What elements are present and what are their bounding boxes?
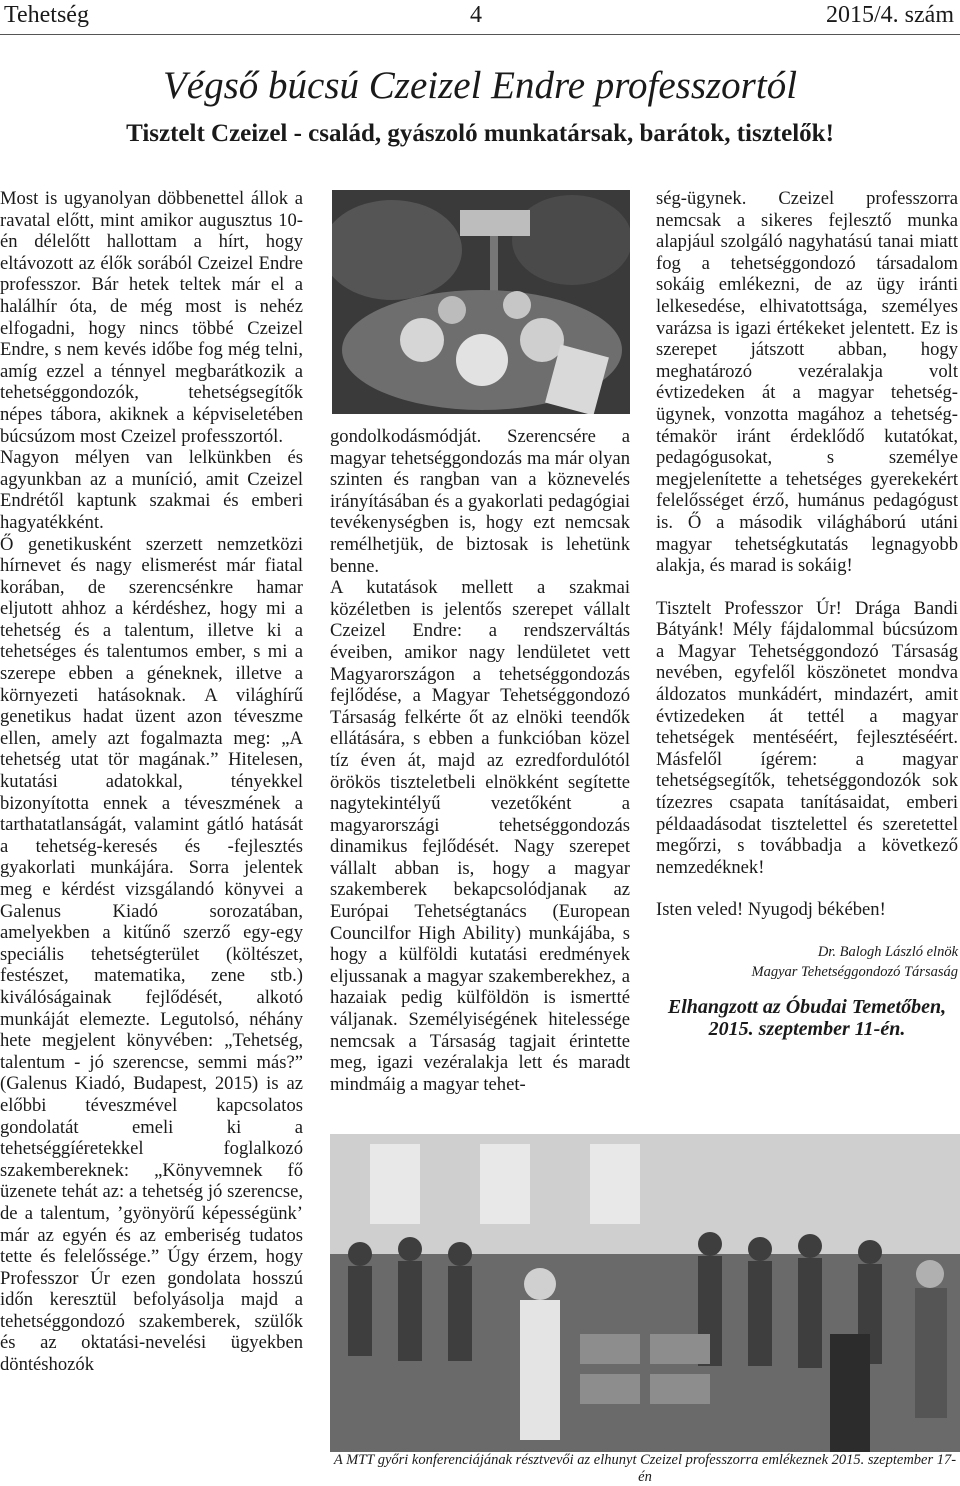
- paragraph: Tisztelt Professzor Úr! Drága Bandi Bátyánk! Mély fájdalommal búcsúzom a Magyar Tehetséggondozó Társaság nevében, egyfelől köszönetet mondva áldozatos munkádért, mindazért, amit évtizedeken át tettél a magyar tehetségek mentéséért, fejlesztéséért. Másfelől ígérem: a magyar tehetségsegítők, tehetséggondozók sok tízezres csapata tanításaidat, emberi példaadásodat tisztelettel és szeretettel megőrzi, s továbbadja a következő nemzedéknek!: [656, 597, 958, 878]
- paragraph: gondolkodásmódját. Szerencsére a magyar tehetséggondozás ma már olyan szinten és rangban van a köznevelés irányításában és a gyakorlati pedagógiai tevékenységben is, hogy ezt nemcsak remélhetjük, de biztosak is lehetünk benne.: [330, 426, 630, 577]
- header-journal-name: Tehetség: [4, 2, 89, 28]
- text-column-2: [330, 426, 630, 1131]
- text-column-3: [656, 188, 958, 1040]
- conference-audience-photo: [330, 1134, 960, 1452]
- funeral-wreaths-photo: [332, 190, 630, 414]
- article-title: Végső búcsú Czeizel Endre professzortól: [162, 64, 798, 107]
- header-rule: [0, 34, 960, 35]
- signature-name: Dr. Balogh László elnök: [817, 944, 958, 960]
- paragraph: A kutatások mellett a szakmai közéletben is jelentős szerepet vállalt Czeizel Endre: a rendszerváltás éveiben, amikor nagy lendületet vett Magyarországon a tehetséggondozás fejlődése, a Magyar Tehetséggondozó Társaság felkérte őt az elnöki teendők ellátására, s ebben a funkcióban közel tíz éven át, majd az ezredfordulótól örökös tiszteletbeli elnökként segítette nagytekintélyű vezetőként a magyarországi tehetséggondozás dinamikus fejlődését. Nagy szerepet vállalt abban is, hogy a magyar szakemberek bekapcsolódjanak az Európai Tehetségtanács (European Councilfor High Ability) munkájába, s hogy a külföldi kutatási eredmények eljussanak a magyar szakemberekhez, a hazaiak pedig külföldön is ismertté váljanak. Személyiségének hitelessége nemcsak a Társaság tagjait érintette meg, igazi vezéralakja lett és maradt mindmáig a magyar tehet-: [330, 577, 630, 1095]
- page-header: [0, 0, 960, 34]
- paragraph: Ő genetikusként szerzett nemzetközi hírnevet és nagy elismerést már fiatal korában, de szerencsénkre hamar eljutott ahhoz a kérdéshez, hogy mi a tehetség és a talentum, illetve ki a tehetséges és talentumos ember, s mi a szerepe ebben a géneknek, illetve a környezeti hatásoknak. A világhírű genetikus hadat üzent azon téveszme ellen, amely azt fogalmazta meg: „A tehetség utat tör magának.” Hitelesen, kutatási adatokkal, tényekkel bizonyította ennek a téveszmének a tarthatatlanságát, valamint gátló hatását a tehetség-keresés és -fejlesztés gyakorlati munkájára. Sorra jelentek meg e kérdést vizsgálandó könyvei a Galenus Kiadó sorozatában, amelyekben a kitűnő szerző egy-egy speciális tehetségterület (költészet, festészet, matematika, zene stb.) kiválóságainak fejlődését, alkotó munkáját elemezte. Legutolsó, néhány hete megjelent könyvében: „Tehetség, talentum - jó szerencse, semmi más?” (Galenus Kiadó, Budapest, 2015) is az előbbi téveszmével kapcsolatos gondolatát emeli ki a tehetséggíéretekkel foglalkozó szakembereknek: „Könyvemnek fő üzenete tehát az: a tehetség jó szerencse, de a talentum, ’gyönyörű képességünk’ már az egyén és az emberiség tudatos tette és felelőssége.” Úgy érzem, hogy Professzor Úr ezen gondolata hosszú időn keresztül befolyásolja majd a tehetséggondozó szakemberek, szülők és az oktatási-nevelési ügyekben döntéshozók: [0, 533, 303, 1376]
- header-issue: 2015/4. szám: [826, 2, 954, 28]
- text-column-1: [0, 188, 303, 1456]
- paragraph: Most is ugyanolyan döbbenettel állok a ravatal előtt, mint amikor augusztus 10-én délelőtt hallottam a hírt, hogy eltávozott az élők sorából Czeizel Endre professzor. Bár hetek teltek már el a halálhír óta, de még most is nehéz elfogadni, hogy nincs többé Czeizel Endre, s nem kevés időbe fog még telni, amíg ezzel a ténnyel megbarátkozik a tehetséggondozók, tehetségsegítők népes tábora, akiknek a képviseletében búcsúzom most Czeizel professzortól.: [0, 188, 303, 447]
- signature-organization: Magyar Tehetséggondozó Társaság: [751, 964, 958, 980]
- farewell-line: Isten veled! Nyugodj békében!: [656, 899, 886, 921]
- header-page-number: 4: [470, 2, 482, 28]
- article-salutation: Tisztelt Czeizel - család, gyászoló munkatársak, barátok, tisztelők!: [126, 120, 834, 147]
- paragraph: Nagyon mélyen van lelkünkben és agyunkban az a muníció, amit Czeizel Endrétől kaptunk szakmai és emberi hagyatékként.: [0, 447, 303, 533]
- delivery-note: Elhangzott az Óbudai Temetőben, 2015. szeptember 11-én.: [667, 996, 947, 1040]
- paragraph: ség-ügynek. Czeizel professzorra nemcsak a sikeres fejlesztő munka alapjául szolgáló nagyhatású tanai miatt fog a tehetséggondozó társadalom sokáig emlékezni, de az ügy iránti lelkesedése, elhivatottsága, személyes varázsa is igazi értékeket jelentett. Ez is szerepet játszott abban, hogy meghatározó vezéralakja volt évtizedeken át a magyar tehetség-ügynek, vonzotta magához a tehetség-témakör iránt érdeklődő kutatókat, pedagógusokat, s személye megjelenítette a tehetséges gyerekekért felelősséget érző, humánus pedagógust is. Ő a második világháború utáni magyar tehetségkutatás legnagyobb alakja, és marad is sokáig!: [656, 188, 958, 577]
- photo-caption: A MTT győri konferenciájának résztvevői az elhunyt Czeizel professzorra emlékeznek 2015. szeptember 17-én: [333, 1452, 957, 1485]
